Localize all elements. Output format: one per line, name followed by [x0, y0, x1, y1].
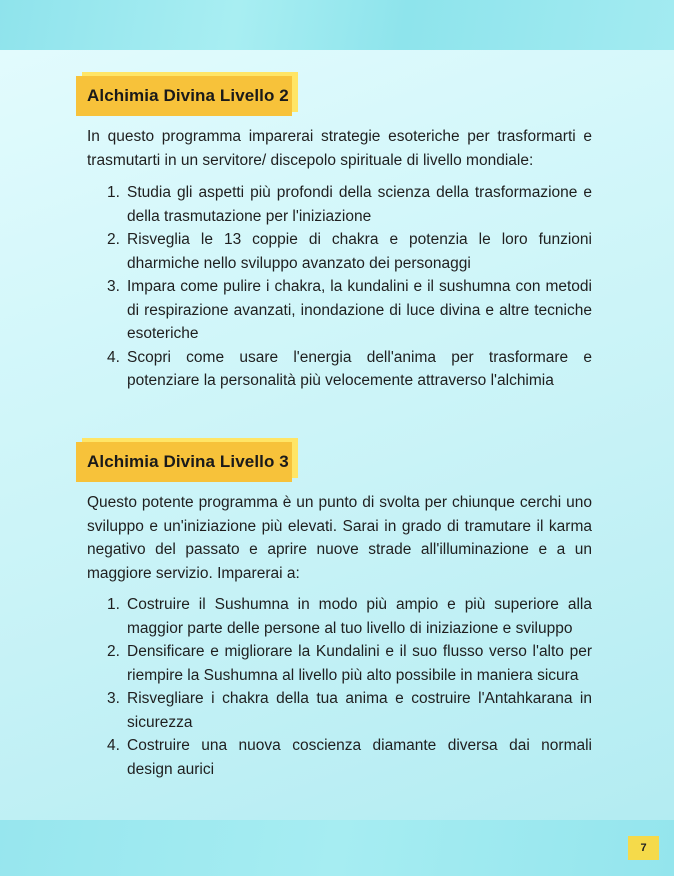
heading-text: Alchimia Divina Livello 2	[76, 76, 292, 116]
item-text: Costruire una nuova coscienza diamante diversa dai normali design aurici	[127, 737, 592, 778]
item-number: 3.	[107, 690, 120, 707]
item-number: 1.	[107, 596, 120, 613]
heading-text: Alchimia Divina Livello 3	[76, 442, 292, 482]
bottom-decorative-band	[0, 820, 674, 876]
list-item	[87, 275, 592, 346]
list-item	[87, 687, 592, 734]
item-number: 1.	[107, 184, 120, 201]
item-text: Risvegliare i chakra della tua anima e costruire l'Antahkarana in sicurezza	[127, 690, 592, 731]
item-number: 2.	[107, 643, 120, 660]
section-heading-livello-2	[76, 76, 292, 116]
list-item	[87, 181, 592, 228]
item-text: Densificare e migliorare la Kundalini e il suo flusso verso l'alto per riempire la Sushumna al livello più alto possibile in maniera sicura	[127, 643, 592, 684]
item-number: 4.	[107, 737, 120, 754]
item-text: Risveglia le 13 coppie di chakra e potenzia le loro funzioni dharmiche nello sviluppo avanzato dei personaggi	[127, 231, 592, 272]
list-item	[87, 640, 592, 687]
section-intro-livello-2: In questo programma imparerai strategie esoteriche per trasformarti e trasmutarti in un servitore/ discepolo spirituale di livello mondiale:	[87, 128, 592, 169]
item-text: Impara come pulire i chakra, la kundalini e il sushumna con metodi di respirazione avanzati, inondazione di luce divina e altre tecniche esoteriche	[127, 278, 592, 342]
page-number: 7	[628, 836, 659, 860]
item-number: 4.	[107, 348, 120, 366]
list-item	[87, 346, 592, 393]
list-item	[87, 734, 592, 781]
item-number: 3.	[107, 278, 120, 295]
section-intro-livello-3: Questo potente programma è un punto di svolta per chiunque cerchi uno sviluppo e un'iniziazione più elevati. Sarai in grado di tramutare il karma negativo del passato e aprire nuove strade all'illuminazione e a un maggiore servizio. Imparerai a:	[87, 494, 592, 582]
list-livello-2	[87, 181, 592, 393]
section-heading-livello-3	[76, 442, 292, 482]
list-livello-3	[87, 593, 592, 781]
item-text: Scopri come usare l'energia dell'anima per trasformare e potenziare la personalità più velocemente attraverso l'alchimia	[127, 348, 592, 389]
item-number: 2.	[107, 231, 120, 248]
top-decorative-band	[0, 0, 674, 50]
list-item	[87, 228, 592, 275]
item-text: Costruire il Sushumna in modo più ampio e più superiore alla maggior parte delle persone al tuo livello di iniziazione e sviluppo	[127, 596, 592, 637]
item-text: Studia gli aspetti più profondi della scienza della trasformazione e della trasmutazione per l'iniziazione	[127, 184, 592, 225]
list-item	[87, 593, 592, 640]
